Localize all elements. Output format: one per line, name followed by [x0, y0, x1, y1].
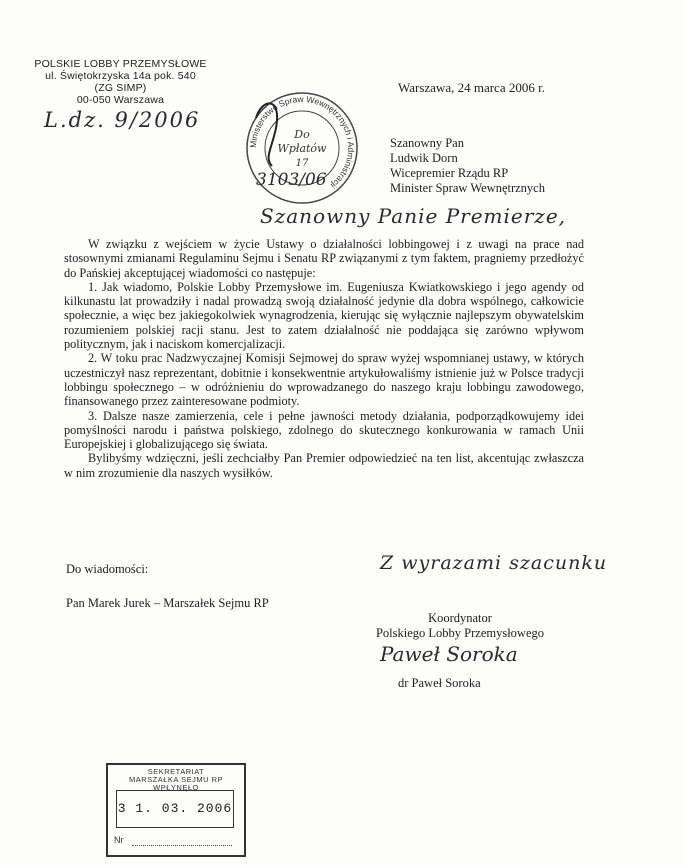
receipt-date-field: [116, 790, 234, 828]
receipt-stamp-title: [108, 768, 244, 792]
sender-line: POLSKIE LOBBY PRZEMYSŁOWE: [34, 58, 207, 70]
recipient-line: Szanowny Pan: [390, 136, 464, 150]
sender-line: 00-050 Warszawa: [76, 94, 165, 106]
receipt-date: 3 1. 03. 2006: [117, 801, 233, 816]
signer-title-block: [360, 611, 560, 641]
receipt-number-label: Nr: [114, 835, 124, 845]
recipient-line: Minister Spraw Wewnętrznych: [390, 181, 545, 195]
recipient-line: Ludwik Dorn: [390, 151, 458, 165]
body-paragraph: W związku z wejściem w życie Ustawy o działalności lobbingowej i z uwagi na prace nad stosownymi zmianami Regulaminu Sejmu i Senatu RP związanymi z tym faktem, pragniemy przedłożyć do Pańskiej akceptującej wiadomości co następuje:: [64, 237, 584, 280]
handwritten-signature: Paweł Soroka: [380, 642, 518, 666]
stamp-ring-text: Ministerstwo Spraw Wewnętrznych i Administracji: [247, 93, 357, 191]
handwritten-salutation: Szanowny Panie Premierze,: [260, 204, 567, 228]
body-paragraph: 2. W toku prac Nadzwyczajnej Komisji Sejmowej do spraw wyżej wspomnianej ustawy, w których uczestniczył nasz reprezentant, dobitnie i konsekwentnie artykułowaliśmy istnienie już w Polsce tradycji lobbingu społecznego – w odróżnieniu do wprowadzanego do naszego kraju lobbingu zawodowego, finansowanego przez zainteresowane podmioty.: [64, 351, 584, 409]
receipt-stamp-title-line: WPŁYNĘŁO: [153, 783, 199, 792]
signer-title-line: Koordynator: [428, 611, 492, 625]
receipt-stamp-title-line: SEKRETARIAT: [147, 767, 205, 776]
body-paragraph: 1. Jak wiadomo, Polskie Lobby Przemysłowe im. Eugeniusza Kwiatkowskiego i jego agendy od kilkunastu lat prowadziły i nadal prowadzą swoją działalność jedynie dla dobra wspólnego, całkowicie społecznie, a więc bez jakiegokolwiek wynagrodzenia, kierując się wyłącznie najlepszym obywatelskim rozumieniem polskiej racji stanu. Jest to zatem działalność nie poddająca się zarówno wpływom politycznym, jak i naciskom komercjalizacji.: [64, 279, 584, 352]
receipt-stamp-title-line: MARSZAŁKA SEJMU RP: [128, 775, 224, 784]
sender-address-block: [28, 58, 213, 106]
letter-body: [64, 237, 584, 480]
cc-recipient: Pan Marek Jurek – Marszałek Sejmu RP: [66, 596, 269, 610]
secretariat-receipt-stamp: [106, 763, 246, 857]
receipt-number-line: [132, 845, 232, 846]
stamp-inner-line: 17: [295, 158, 309, 169]
recipient-line: Wicepremier Rządu RP: [390, 166, 509, 180]
sender-line: ul. Świętokrzyska 14a pok. 540: [45, 70, 196, 82]
stamp-inner-line: Do: [294, 128, 310, 141]
ministry-round-stamp: [242, 88, 362, 208]
body-paragraph: Bylibyśmy wdzięczni, jeśli zechciałby Pan Premier odpowiedzieć na ten list, akcentując zwłaszcza w nim zrozumienie dla naszych wysiłków.: [64, 451, 584, 480]
handwritten-date-initials: 3103/06: [256, 170, 327, 190]
body-paragraph: 3. Dalsze nasze zamierzenia, cele i pełne jawności metody działania, podporządkowujemy idei pomyślności narodu i państwa polskiego, zdolnego do skutecznego konkurowania w ramach Unii Europejskiej i globalizującego się świata.: [64, 408, 584, 452]
registration-number: L.dz. 9/2006: [44, 108, 201, 132]
recipient-address-block: [390, 136, 545, 196]
cc-label: Do wiadomości:: [66, 562, 149, 576]
stamp-inner-line: Wpłatów: [277, 142, 327, 155]
handwritten-closing: Z wyrazami szacunku: [380, 552, 608, 574]
letter-date: Warszawa, 24 marca 2006 r.: [398, 80, 545, 95]
signer-title-line: Polskiego Lobby Przemysłowego: [375, 626, 545, 640]
signer-name: dr Paweł Soroka: [398, 676, 481, 690]
sender-line: (ZG SIMP): [94, 82, 147, 94]
